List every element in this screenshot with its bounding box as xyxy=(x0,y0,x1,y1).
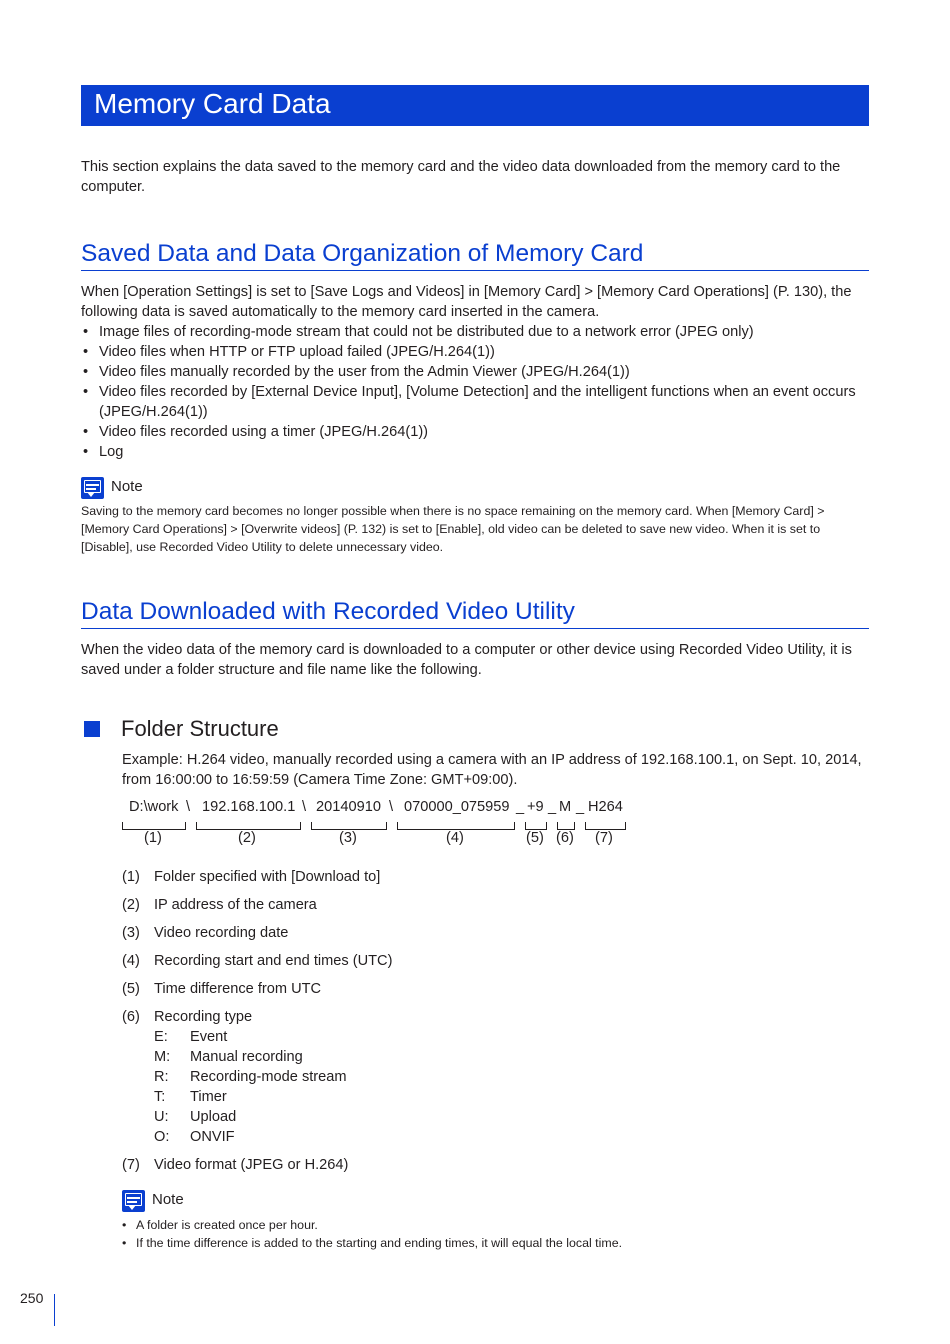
path-separator: \ xyxy=(302,799,307,815)
section-heading-downloaded-data-text: Data Downloaded with Recorded Video Utility xyxy=(81,598,575,625)
section1-body: When [Operation Settings] is set to [Save Logs and Videos] in [Memory Card] > [Memory Card Operations] (P. 130), the following data is saved automatically to the memory card inserted in the camera. xyxy=(81,284,852,320)
recording-type-label: Timer xyxy=(190,1089,227,1105)
path-part-date: 20140910 xyxy=(316,799,381,815)
recording-type-label: ONVIF xyxy=(190,1129,235,1145)
part-number: (7) xyxy=(595,830,613,846)
recording-type-code: O: xyxy=(154,1129,170,1145)
page-number-divider xyxy=(54,1294,55,1326)
section-heading-saved-data xyxy=(81,240,869,271)
recording-type-label: Recording-mode stream xyxy=(190,1069,347,1085)
path-part-times: 070000_075959 xyxy=(404,799,510,815)
bracket xyxy=(122,822,186,830)
path-underscore: _ xyxy=(516,799,525,815)
note-header xyxy=(122,1190,242,1212)
path-underscore: _ xyxy=(576,799,585,815)
note-label: Note xyxy=(152,1191,184,1208)
path-underscore: _ xyxy=(548,799,557,815)
part-number: (5) xyxy=(526,830,544,846)
note-text: Saving to the memory card becomes no longer possible when there is no space remaining on the memory card. When [Memory Card] > [Memory Card Operations] > [Overwrite videos] (P. 132) is set to [Enable], old video can be deleted to save new video. When it is set to [Disable], use Recorded Video Utility to delete unnecessary video. xyxy=(81,504,825,554)
note-icon xyxy=(122,1190,145,1212)
note-label: Note xyxy=(111,478,143,495)
part-number: (6) xyxy=(556,830,574,846)
square-bullet-icon xyxy=(84,721,100,737)
path-separator: \ xyxy=(389,799,394,815)
path-part-offset: +9 xyxy=(527,799,544,815)
list-item: • Log xyxy=(83,444,124,460)
path-part-ip: 192.168.100.1 xyxy=(202,799,296,815)
recording-type-code: M: xyxy=(154,1049,171,1065)
folder-structure-title: Folder Structure xyxy=(121,716,279,741)
part-number: (3) xyxy=(339,830,357,846)
page-title-bar xyxy=(81,85,869,126)
note-list xyxy=(122,1216,862,1252)
list-item: • Video files recorded using a timer (JPEG/H.264(1)) xyxy=(83,424,429,440)
page-title: Memory Card Data xyxy=(94,88,331,119)
recording-type-code: U: xyxy=(154,1109,169,1125)
recording-type-label: Upload xyxy=(190,1109,237,1125)
path-part-format: H264 xyxy=(588,799,623,815)
section-heading-saved-data-text: Saved Data and Data Organization of Memory Card xyxy=(81,240,644,267)
path-separator: \ xyxy=(186,799,191,815)
part-number: (1) xyxy=(144,830,162,846)
recording-type-code: T: xyxy=(154,1089,166,1105)
recording-type-label: Manual recording xyxy=(190,1049,303,1065)
list-item: • Video files manually recorded by the user from the Admin Viewer (JPEG/H.264(1)) xyxy=(83,364,630,380)
page-number: 250 xyxy=(20,1290,44,1306)
recording-type-code: R: xyxy=(154,1069,169,1085)
list-item: • Video files when HTTP or FTP upload failed (JPEG/H.264(1)) xyxy=(83,344,495,360)
section2-body: When the video data of the memory card is downloaded to a computer or other device using Recorded Video Utility, it is saved under a folder structure and file name like the following. xyxy=(81,642,852,678)
part-number: (4) xyxy=(446,830,464,846)
note-header xyxy=(81,477,201,499)
intro-text: This section explains the data saved to the memory card and the video data downloaded from the memory card to the computer. xyxy=(81,159,841,195)
bracket xyxy=(311,822,387,830)
bracket xyxy=(397,822,515,830)
section-heading-downloaded-data xyxy=(81,598,869,629)
path-part-type: M xyxy=(559,799,572,815)
folder-structure-heading xyxy=(84,716,384,742)
list-item: • Video files recorded by [External Device Input], [Volume Detection] and the intelligent functions when an event occurs (JPEG/H.264(1)) xyxy=(83,384,856,420)
folder-example-text: Example: H.264 video, manually recorded using a camera with an IP address of 192.168.100.1, on Sept. 10, 2014, from 16:00:00 to 16:59:59 (Camera Time Zone: GMT+09:00). xyxy=(122,752,862,788)
bracket xyxy=(196,822,301,830)
bracket xyxy=(557,822,575,830)
bracket xyxy=(585,822,626,830)
list-item: • Image files of recording-mode stream that could not be distributed due to a network error (JPEG only) xyxy=(83,324,754,340)
saved-data-list xyxy=(81,322,871,462)
list-item: • A folder is created once per hour. xyxy=(122,1218,318,1232)
path-part-drive: D:\work xyxy=(129,799,179,815)
list-item: • If the time difference is added to the starting and ending times, it will equal the local time. xyxy=(122,1236,623,1250)
part-number: (2) xyxy=(238,830,256,846)
recording-type-code: E: xyxy=(154,1029,168,1045)
recording-type-label: Event xyxy=(190,1029,228,1045)
note-icon xyxy=(81,477,104,499)
bracket xyxy=(525,822,547,830)
